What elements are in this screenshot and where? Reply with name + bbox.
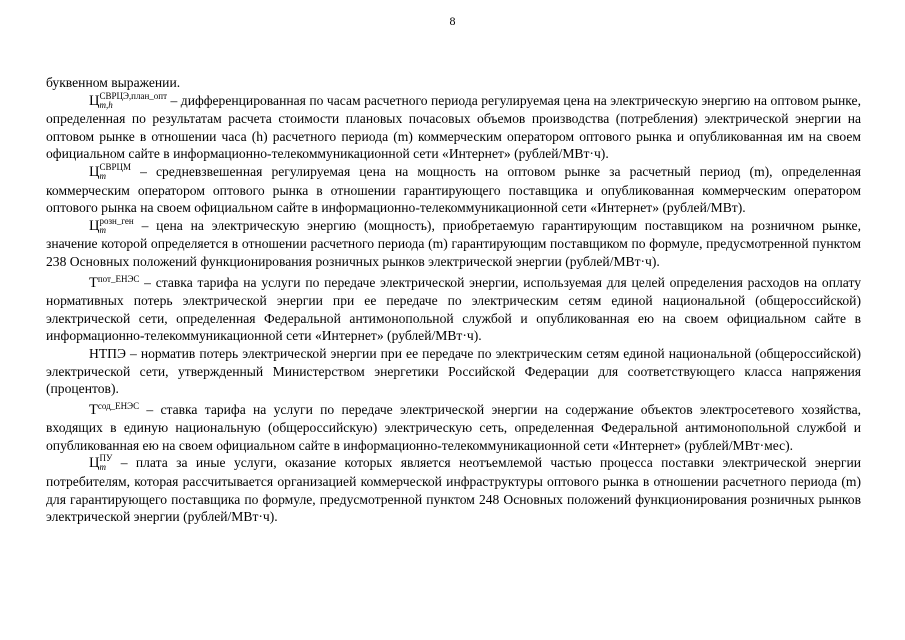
definition-text: – средневзвешенная регулируемая цена на мощность на оптовом рынке за расчетный период (m), определенная коммерческим оператором оптового рынка в отношении гарантирующего поставщика и опубликованная коммерческим оператором оптового рынка на своем официальном сайте в информационно-телекоммуникационной сети «Интернет» (рублей/МВт). bbox=[46, 163, 861, 216]
symbol: Ц розн_ген m bbox=[89, 215, 134, 235]
definition-tariff-losses bbox=[46, 271, 861, 345]
intro-line: буквенном выражении. bbox=[46, 75, 181, 90]
definition-text: – дифференцированная по часам расчетного периода регулируемая цена на электрическую энергию на оптовом рынке, определенная по результатам расчета стоимости плановых почасовых объемов производства (потребления) электрической энергии на оптовом рынке в отношении часа (h) расчетного периода (m) коммерческим оператором оптового рынка и опубликованная им на своем официальном сайте в информационно-телекоммуникационной сети «Интернет» (рублей/МВт·ч). bbox=[46, 92, 861, 162]
definition-text: – ставка тарифа на услуги по передаче электрической энергии на содержание объектов электросетевого хозяйства, входящих в единую национальную (общероссийскую) электрическую сеть, определенная Федеральной антимонопольной службой и опубликованная ею на своем официальном сайте в информационно-телекоммуникационной сети «Интернет» (рублей/МВт·мес). bbox=[46, 401, 861, 453]
definition-price-other-services bbox=[46, 454, 861, 525]
document-body bbox=[46, 74, 861, 526]
definition-price-capacity bbox=[46, 163, 861, 217]
definition-tariff-maintenance bbox=[46, 398, 861, 455]
definition-loss-norm bbox=[46, 345, 861, 398]
definition-price-wholesale-hourly bbox=[46, 92, 861, 163]
symbol: $Т^{пот\_ЕНЭС}$ bbox=[89, 273, 140, 291]
symbol: Ц ПУ m bbox=[89, 453, 113, 473]
definition-text: – плата за иные услуги, оказание которых является неотъемлемой частью процесса поставки электрической энергии потребителям, которая рассчитывается организацией коммерческой инфраструктуры оптового рынка в отношении расчетного периода (m) для гарантирующего поставщика по формуле, предусмотренной пунктом 248 Основных положений функционирования розничных рынков электрической энергии (рублей/МВт·ч). bbox=[46, 455, 861, 525]
definition-text: – цена на электрическую энергию (мощность), приобретаемую гарантирующим поставщиком на розничном рынке, значение которой определяется в отношении расчетного периода (m) гарантирующим поставщиком по формуле, предусмотренной пунктом 238 Основных положений функционирования розничных рынков электрической энергии (рублей/МВт·ч). bbox=[46, 217, 861, 269]
symbol: $Т^{сод\_ЕНЭС}$ bbox=[89, 400, 140, 418]
page-number: 8 bbox=[449, 14, 456, 28]
definition-text: – ставка тарифа на услуги по передаче электрической энергии, используемая для целей определения расходов на оплату нормативных потерь электрической энергии при ее передаче по электрическим сетям единой национальной (общероссийской) электрической сети, определенная Федеральной антимонопольной службой и опубликованная ею на своем официальном сайте в информационно-телекоммуникационной сети «Интернет» (рублей/МВт·ч). bbox=[46, 274, 861, 344]
symbol: Ц СВРЦЭ,план_опт m,h bbox=[89, 90, 168, 110]
definition-price-retail-generation bbox=[46, 217, 861, 271]
symbol: Ц СВРЦМ m bbox=[89, 161, 131, 181]
definition-text: – норматив потерь электрической энергии при ее передаче по электрическим сетям единой национальной (общероссийской) электрической сети, утвержденный Министерством энергетики Российской Федерации для соответствующего класса напряжения (процентов). bbox=[46, 345, 861, 397]
symbol: НТПЭ bbox=[89, 345, 126, 361]
